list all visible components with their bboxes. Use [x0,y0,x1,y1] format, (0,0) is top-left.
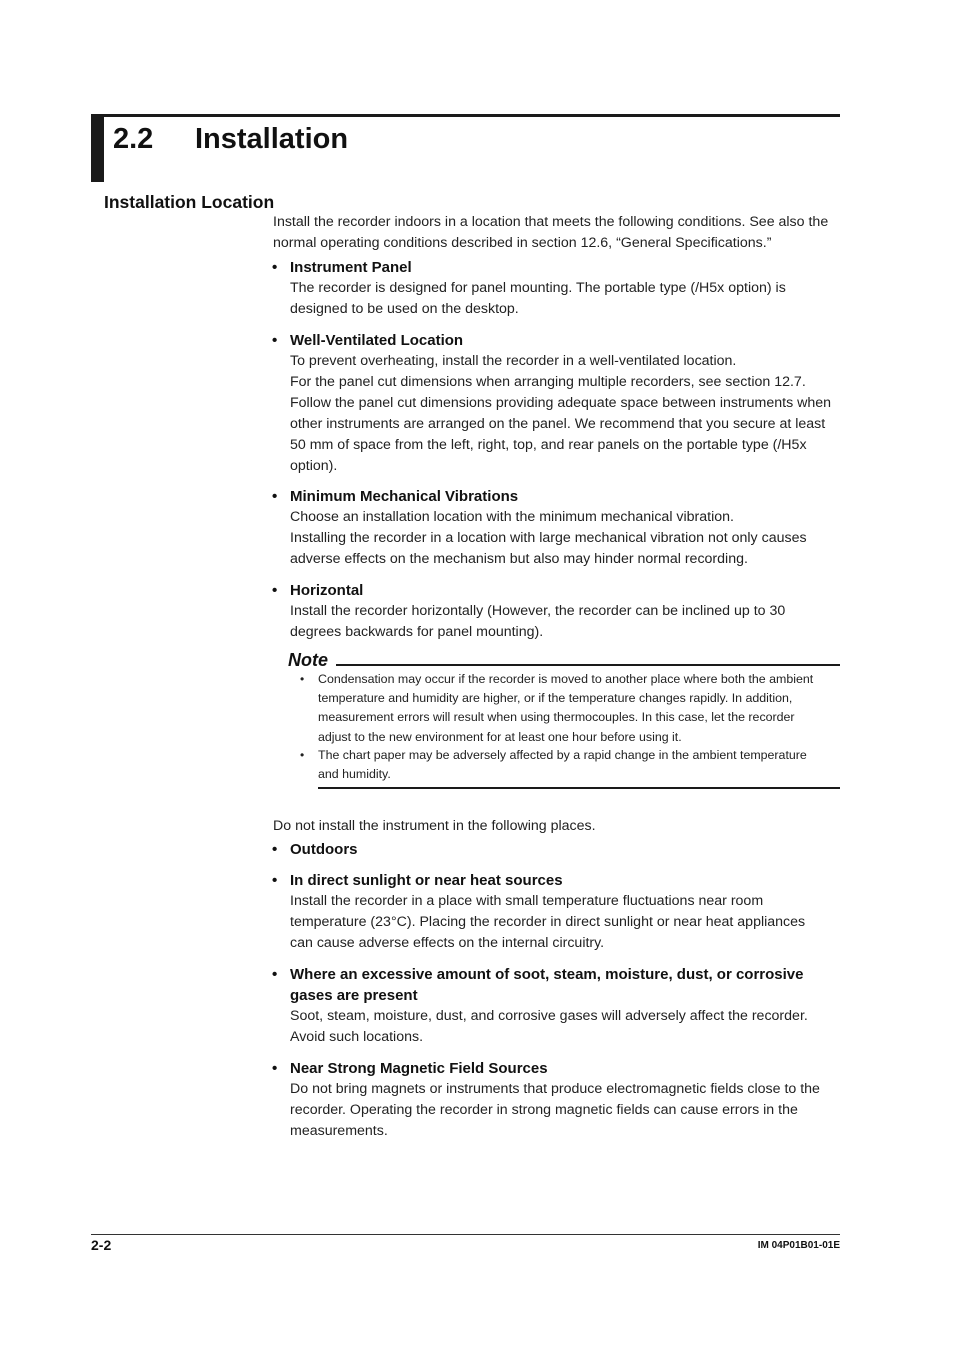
condition-line: The recorder is designed for panel mounting. The portable type (/H5x option) is [290,280,786,296]
condition-line: Install the recorder horizontally (However, the recorder can be inclined up to 30 [290,603,786,619]
note-line: The chart paper may be adversely affected by a rapid change in the ambient temperature [318,748,807,762]
note-line: temperature and humidity are higher, or if the temperature changes rapidly. In addition, [318,691,793,706]
condition-title: Horizontal [290,582,364,599]
condition-title: Well-Ventilated Location [290,332,464,349]
bullet-icon: • [272,259,278,276]
section-number: 2.2 [113,123,154,155]
note-item-condensation [318,670,813,747]
note-label: Note [288,650,328,670]
avoid-intro [273,816,596,837]
avoid-line: Soot, steam, moisture, dust, and corrosive gases will adversely affect the recorder. [290,1008,808,1024]
condition-line: Installing the recorder in a location with large mechanical vibration not only causes [290,530,807,546]
condition-instrument-panel [290,257,786,320]
avoid-line: recorder. Operating the recorder in strong magnetic fields can cause errors in the [290,1102,798,1118]
condition-line: adverse effects on the mechanism but also may hinder normal recording. [290,551,748,567]
note-line: measurement errors will result when using thermocouples. In this case, let the recorder [318,710,795,725]
bullet-icon: • [272,872,278,889]
document-id: IM 04P01B01-01E [757,1240,840,1251]
section-title: Installation [195,123,349,155]
condition-line: Follow the panel cut dimensions providing adequate space between instruments when [290,395,832,411]
intro-line: normal operating conditions described in section 12.6, “General Specifications.” [273,235,772,251]
note-bullet-icon: • [300,672,305,686]
condition-line: To prevent overheating, install the recorder in a well-ventilated location. [290,353,737,369]
avoid-line: can cause adverse effects on the internal circuitry. [290,935,605,951]
avoid-title: In direct sunlight or near heat sources [290,872,563,889]
footer-rule [91,1234,840,1235]
condition-ventilated [290,330,831,477]
avoid-title: Where an excessive amount of soot, steam, moisture, dust, or corrosive [290,966,804,983]
condition-vibrations [290,486,807,570]
bullet-icon: • [272,582,278,599]
avoid-intro-text: Do not install the instrument in the following places. [273,818,596,834]
avoid-line: Install the recorder in a place with small temperature fluctuations near room [290,893,764,909]
avoid-soot [290,964,808,1048]
condition-title: Instrument Panel [290,259,412,276]
note-top-rule [336,664,840,666]
avoid-title: gases are present [290,987,418,1004]
bullet-icon: • [272,332,278,349]
intro-paragraph [273,212,828,254]
avoid-title: Near Strong Magnetic Field Sources [290,1060,548,1077]
avoid-line: Do not bring magnets or instruments that produce electromagnetic fields close to the [290,1081,820,1097]
bullet-icon: • [272,488,278,505]
bullet-icon: • [272,966,278,983]
note-line: and humidity. [318,767,391,782]
avoid-line: temperature (23°C). Placing the recorder in direct sunlight or near heat appliances [290,914,806,930]
condition-line: Choose an installation location with the minimum mechanical vibration. [290,509,734,525]
note-line: Condensation may occur if the recorder is moved to another place where both the ambient [318,672,814,686]
bullet-icon: • [272,841,278,858]
section-header-rule [104,114,840,117]
note-bottom-rule [318,787,840,789]
avoid-line: measurements. [290,1123,388,1139]
condition-line: designed to be used on the desktop. [290,301,519,317]
avoid-outdoors [290,839,358,860]
condition-line: other instruments are arranged on the panel. We recommend that you secure at least [290,416,826,432]
note-item-chart-paper [318,746,807,784]
intro-line: Install the recorder indoors in a location that meets the following conditions. See also the [273,214,829,230]
avoid-title: Outdoors [290,841,358,858]
condition-line: For the panel cut dimensions when arranging multiple recorders, see section 12.7. [290,374,806,390]
condition-horizontal [290,580,785,643]
bullet-icon: • [272,1060,278,1077]
condition-line: degrees backwards for panel mounting). [290,624,544,640]
note-bullet-icon: • [300,748,305,762]
avoid-magnetic [290,1058,820,1142]
condition-title: Minimum Mechanical Vibrations [290,488,519,505]
section-header-bar [91,114,104,182]
condition-line: option). [290,458,338,474]
avoid-sunlight [290,870,805,954]
subsection-heading: Installation Location [104,192,275,212]
condition-line: 50 mm of space from the left, right, top, and rear panels on the portable type (/H5x [290,437,807,453]
page-number: 2-2 [91,1237,112,1253]
note-line: adjust to the new environment for at least one hour before using it. [318,729,682,744]
avoid-line: Avoid such locations. [290,1029,424,1045]
